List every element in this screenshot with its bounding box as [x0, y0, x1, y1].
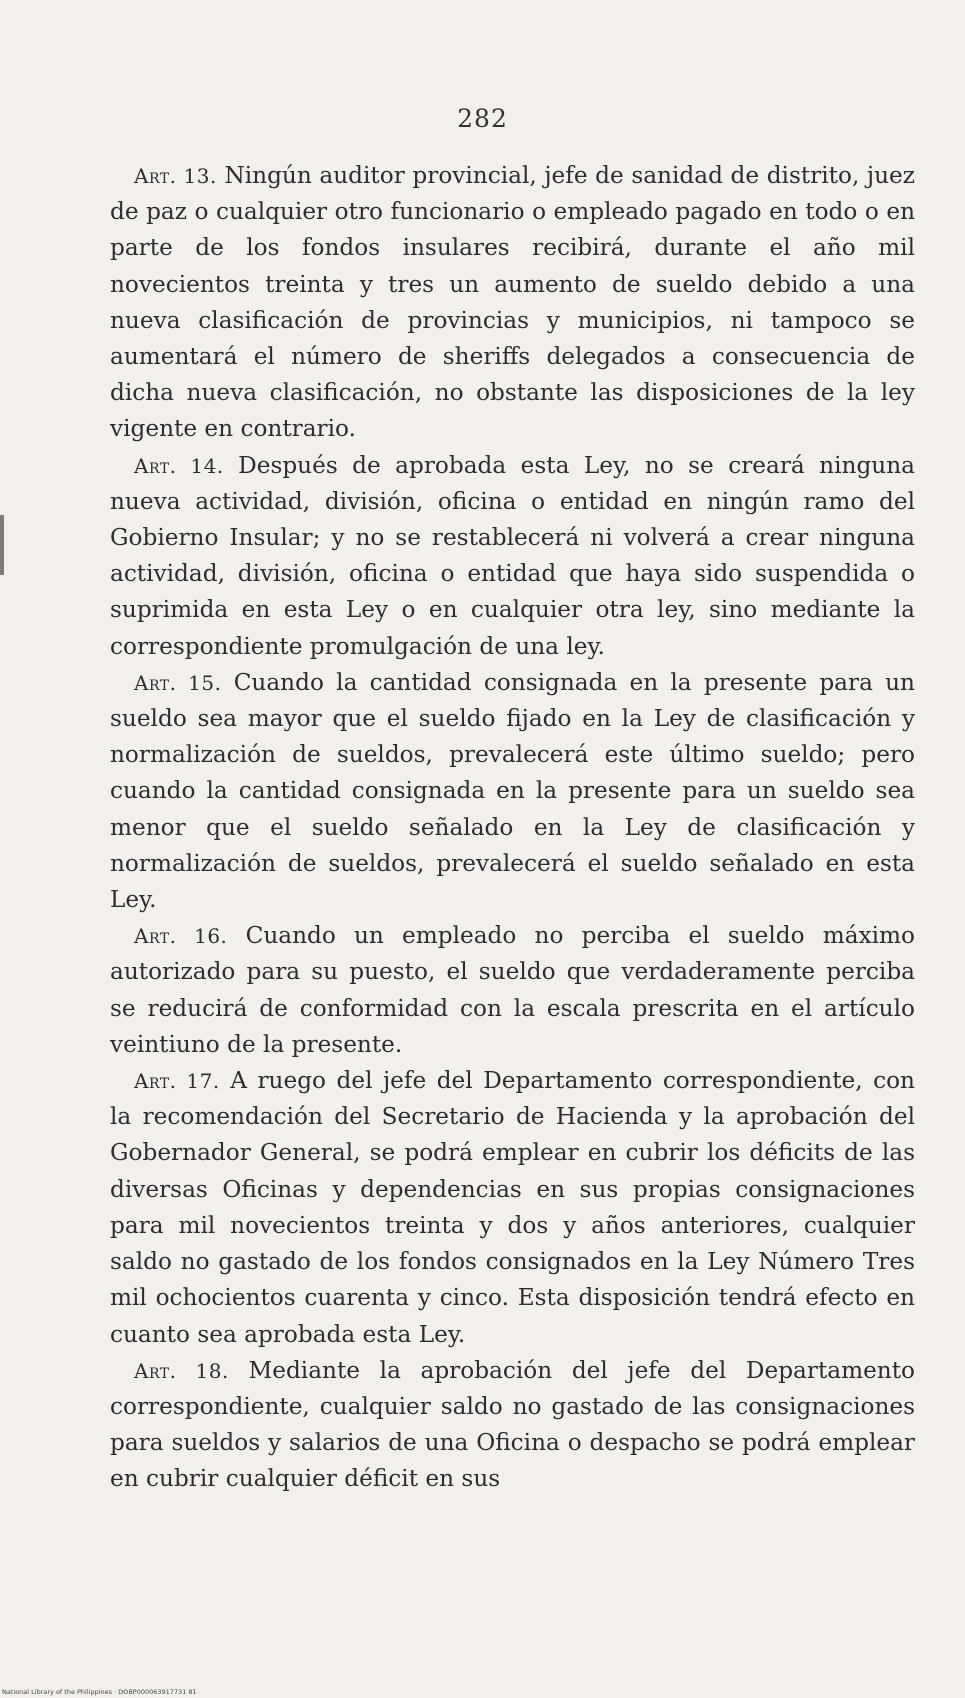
- article-body: Mediante la aprobación del jefe del Departamento correspondiente, cualquier saldo no gastado de las consignaciones para sueldos y salarios de una Oficina o despacho se podrá emplear en cubrir cualquier déficit en sus: [110, 1356, 916, 1493]
- article-18: [110, 1353, 915, 1498]
- article-label: Art. 15.: [134, 670, 222, 695]
- article-label: Art. 14.: [134, 453, 224, 478]
- article-13: [110, 158, 915, 448]
- article-body: A ruego del jefe del Departamento correspondiente, con la recomendación del Secretario de Hacienda y la aprobación del Gobernador General, se podrá emplear en cubrir los déficits de las diversas Oficinas y dependencias en sus propias consignaciones para mil novecientos treinta y dos y años anteriores, cualquier saldo no gastado de los fondos consignados en la Ley Número Tres mil ochocientos cuarenta y cinco. Esta disposición tendrá efecto en cuanto sea aprobada esta Ley.: [110, 1067, 915, 1348]
- article-body: Cuando la cantidad consignada en la presente para un sueldo sea mayor que el sueldo fijado en la Ley de clasificación y normalización de sueldos, prevalecerá este último sueldo; pero cuando la cantidad consignada en la presente para un sueldo sea menor que el sueldo señalado en la Ley de clasificación y normalización de sueldos, prevalecerá el sueldo señalado en esta Ley.: [110, 668, 915, 914]
- article-body: Cuando un empleado no perciba el sueldo máximo autorizado para su puesto, el sueldo que verdaderamente perciba se reducirá de conformidad con la escala prescrita en el artículo veintiuno de la presente.: [110, 922, 916, 1058]
- article-15: [110, 665, 915, 918]
- footer-credit: National Library of the Philippines · DOBP000063917731 81: [2, 1688, 197, 1696]
- article-label: Art. 13.: [134, 164, 217, 188]
- article-label: Art. 18.: [134, 1358, 229, 1383]
- article-17: [110, 1063, 915, 1353]
- article-label: Art. 17.: [134, 1069, 220, 1094]
- article-body: Después de aprobada esta Ley, no se creará ninguna nueva actividad, división, oficina o entidad en ningún ramo del Gobierno Insular; y no se restablecerá ni volverá a crear ninguna actividad, división, oficina o entidad que haya sido suspendida o suprimida en esta Ley o en cualquier otra ley, sino mediante la correspondiente promulgación de una ley.: [110, 451, 915, 660]
- scan-edge-mark: [0, 515, 4, 575]
- article-body: Ningún auditor provincial, jefe de sanidad de distrito, juez de paz o cualquier otro funcionario o empleado pagado en todo o en parte de los fondos insulares recibirá, durante el año mil novecientos treinta y tres un aumento de sueldo debido a una nueva clasificación de provincias y municipios, ni tampoco se aumentará el número de sheriffs delegados a consecuencia de dicha nueva clasificación, no obstante las disposiciones de la ley vigente en contrario.: [110, 162, 915, 443]
- page-number: 282: [457, 104, 508, 133]
- article-label: Art. 16.: [134, 924, 228, 949]
- article-text-block: [110, 158, 915, 1498]
- article-16: [110, 918, 915, 1063]
- article-14: [110, 448, 915, 665]
